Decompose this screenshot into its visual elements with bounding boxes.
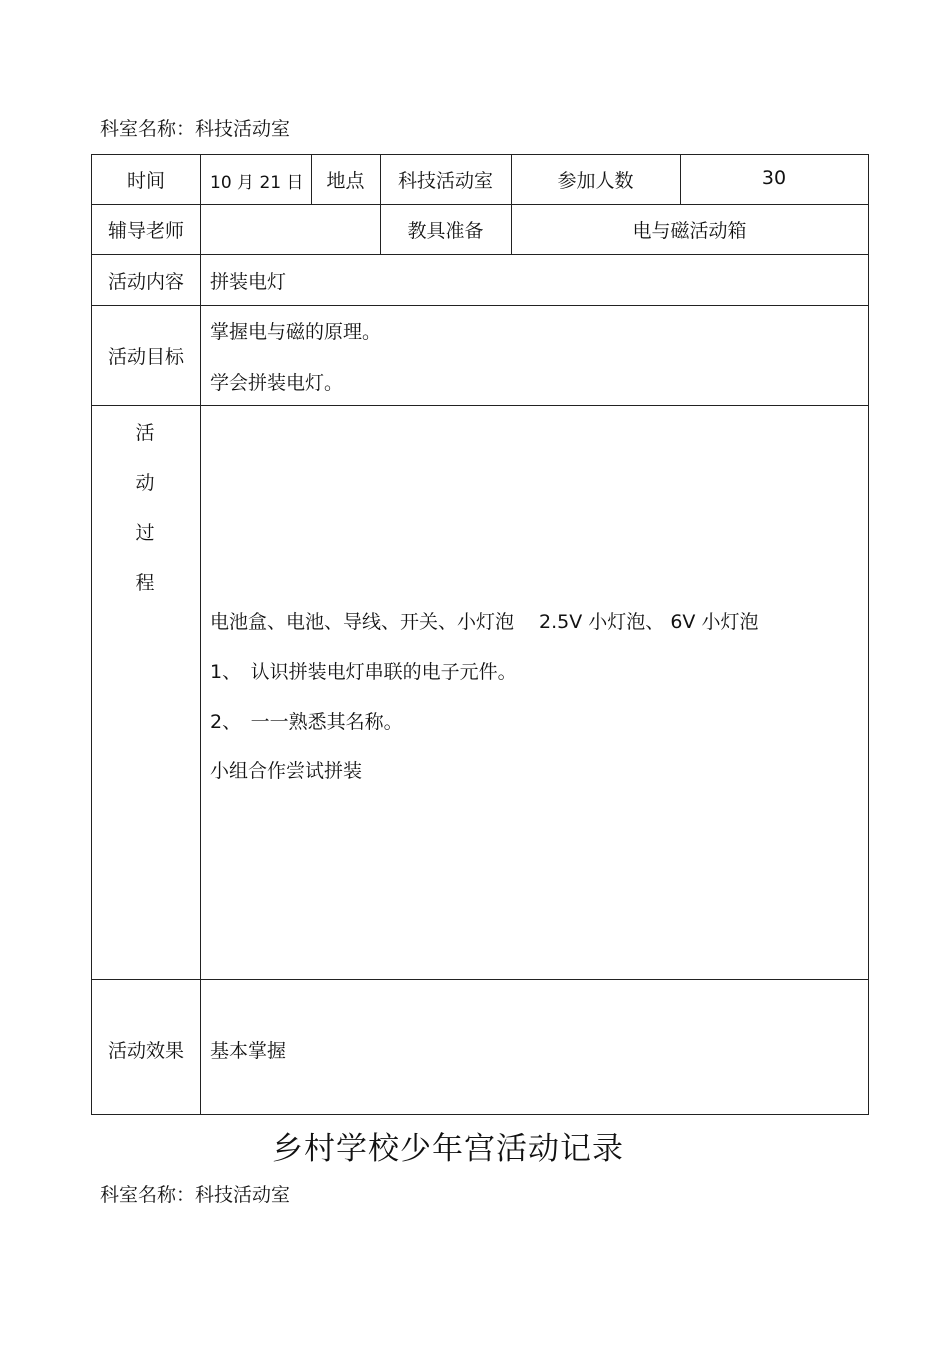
page-title: 乡村学校少年宫活动记录 xyxy=(272,1131,624,1167)
goal-line: 学会拼装电灯。 xyxy=(210,372,344,394)
teacher-label: 辅导老师 xyxy=(107,220,184,242)
time-label: 时间 xyxy=(126,170,165,192)
content-label: 活动内容 xyxy=(107,271,184,293)
content-value: 拼装电灯 xyxy=(210,271,287,293)
process-label-char: 动 xyxy=(135,472,155,494)
participants-value: 30 xyxy=(761,167,787,189)
effect-value: 基本掌握 xyxy=(210,1040,287,1062)
room-name-label: 科室名称：科技活动室 xyxy=(100,118,291,140)
process-label-char: 活 xyxy=(135,422,155,444)
process-label-char: 过 xyxy=(135,522,155,544)
place-label: 地点 xyxy=(326,170,365,192)
process-label-char: 程 xyxy=(135,572,155,594)
effect-label: 活动效果 xyxy=(107,1040,184,1062)
place-value: 科技活动室 xyxy=(397,170,493,192)
date-value: 10 月 21 日 xyxy=(210,173,304,193)
process-line: 2、 一一熟悉其名称。 xyxy=(210,711,403,733)
equipment-label: 教具准备 xyxy=(407,220,484,242)
room-name-label: 科室名称：科技活动室 xyxy=(100,1184,291,1206)
process-line: 电池盒、电池、导线、开关、小灯泡 2.5V 小灯泡、 6V 小灯泡 xyxy=(210,611,759,633)
process-line: 1、 认识拼装电灯串联的电子元件。 xyxy=(210,661,517,683)
goal-line: 掌握电与磁的原理。 xyxy=(210,321,382,343)
participants-label: 参加人数 xyxy=(557,170,634,192)
equipment-value: 电与磁活动箱 xyxy=(632,220,747,242)
goal-label: 活动目标 xyxy=(107,346,184,368)
process-line: 小组合作尝试拼装 xyxy=(210,760,363,782)
